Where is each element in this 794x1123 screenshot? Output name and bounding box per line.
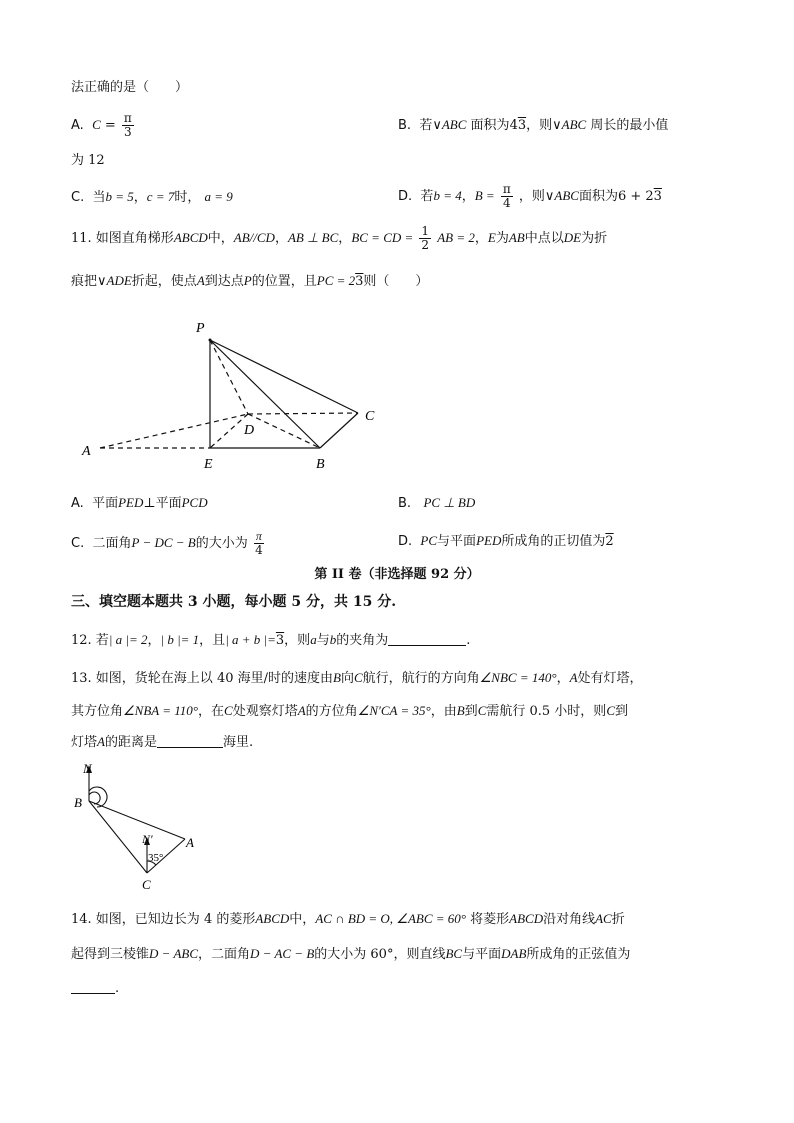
q13-stem-line1: 13. 如图，货轮在海上以 40 海里/时的速度由B向C航行，航行的方向角∠NBC = 140°，A处有灯塔， — [71, 670, 643, 686]
label-nprime: N′ — [142, 832, 153, 846]
q14-answer-blank — [71, 993, 115, 994]
section3-title: 三、填空题本题共 3 小题，每小题 5 分，共 15 分. — [71, 594, 397, 610]
edge-pc — [210, 340, 358, 413]
label-e: E — [204, 457, 213, 472]
label-p: P — [196, 321, 205, 336]
label-c: C — [365, 409, 375, 424]
q13-stem-line2: 其方位角∠NBA = 110°，在C处观察灯塔A的方位角∠N′CA = 35°，由B到C需航行 0.5 小时，则C到 — [71, 703, 628, 719]
q12-stem: 12. 若| a |= 2，| b |= 1，且| a + b |=3，则a与b的夹角为 . — [71, 632, 471, 648]
edge-pb — [210, 340, 320, 448]
label-b: B — [316, 457, 325, 472]
q11-option-a: A. 平面PED⊥平面PCD — [71, 495, 208, 511]
q10-option-d: D. 若b = 4，B = $\frac{\pi}{4}$ ，则∨ABC面积为6 + 23 — [398, 182, 662, 210]
q11-stem-line2: 痕把∨ADE折起，使点A到达点P的位置，且PC = 23则（ ） — [71, 273, 429, 289]
q11-option-b: B. PC ⊥ BD — [398, 495, 476, 511]
edge-db — [248, 414, 320, 448]
q10-option-a: A. C = $\frac{\pi}{3}$ — [71, 111, 132, 139]
q10-option-b-continued: 为 12 — [71, 153, 105, 168]
segment-bc — [89, 801, 147, 873]
edge-de — [210, 414, 248, 448]
q13-answer-blank — [157, 747, 223, 748]
label-c: C — [142, 877, 151, 892]
q10-option-b: B. 若∨ABC 面积为43，则∨ABC 周长的最小值 — [398, 117, 669, 133]
edge-dc — [248, 413, 358, 414]
q14-stem-line3: . — [71, 980, 119, 998]
q13-figure — [60, 755, 210, 895]
edge-bc — [320, 413, 358, 448]
q10-option-c: C. 当b = 5，c = 7时， a = 9 — [71, 189, 233, 205]
label-a: A — [186, 835, 194, 850]
q11-option-c: C. 二面角P − DC − B的大小为 $\frac{\pi}{4}$ — [71, 529, 263, 557]
q11-option-d: D. PC与平面PED所成角的正切值为2 — [398, 533, 614, 549]
q14-stem-line1: 14. 如图，已知边长为 4 的菱形ABCD中，AC ∩ BD = O, ∠ABC = 60° 将菱形ABCD沿对角线AC折 — [71, 911, 625, 927]
segment-ba — [89, 801, 185, 839]
q12-answer-blank — [388, 645, 466, 646]
q10-stem-tail: 法正确的是（ ） — [71, 80, 189, 95]
q14-stem-line2: 起得到三棱锥D − ABC，二面角D − AC − B的大小为 60°，则直线BC与平面DAB所成角的正弦值为 — [71, 946, 631, 962]
label-angle: 35° — [148, 852, 164, 864]
q11-stem-line1: 11. 如图直角梯形ABCD中，AB//CD，AB ⊥ BC，BC = CD = $\frac{1}{2}$ AB = 2，E为AB中点以DE为折 — [71, 224, 608, 252]
label-b: B — [74, 795, 82, 810]
q13-stem-line3: 灯塔A的距离是 海里. — [71, 734, 254, 750]
edge-ad — [100, 414, 248, 448]
label-n: N — [83, 761, 92, 776]
part2-title: 第 II 卷（非选择题 92 分） — [314, 567, 480, 582]
label-a: A — [82, 444, 91, 459]
edge-pd — [210, 340, 248, 414]
label-d: D — [244, 423, 255, 438]
